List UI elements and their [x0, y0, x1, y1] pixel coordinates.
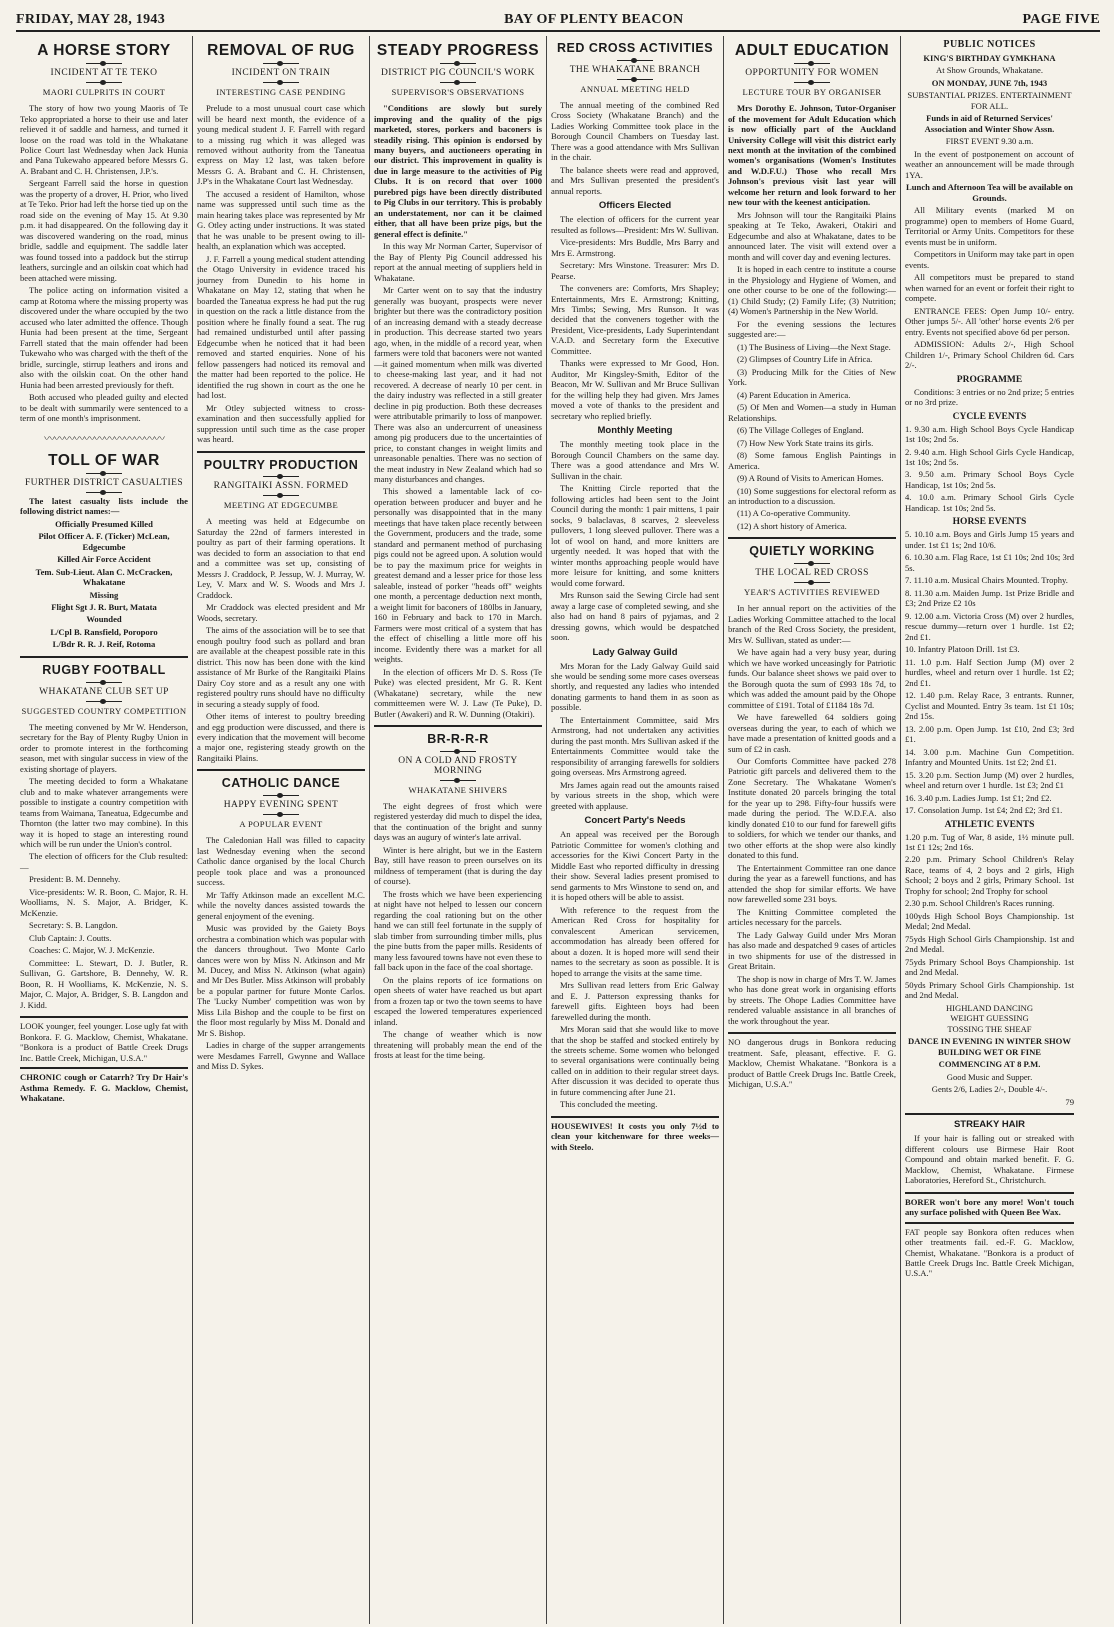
casualty-line: L/Cpl B. Ransfield, Poroporo — [50, 626, 158, 637]
paragraph: Secretary: S. B. Langdon. — [29, 920, 118, 931]
section-heading: Lady Galway Guild — [592, 646, 678, 658]
paragraph: Vice-presidents: Mrs Buddle, Mrs Barry and Mrs E. Armstrong. — [551, 237, 719, 258]
article-brr — [374, 733, 542, 1060]
paragraph: It is hoped in each centre to institute a course in the Physiology and Hygiene of Women, and one other course to be one of the following:— (1) Child Study; (2) Family Life; (3) Nutrition; (4) Women's Partnership in the New World. — [728, 264, 896, 317]
ornament — [263, 476, 299, 477]
event-title: KING'S BIRTHDAY GYMKHANA — [923, 53, 1056, 63]
ornament — [263, 814, 299, 815]
ad-text: If your hair is falling out or streaked with different colours use Birmese Hair Root Compound and obtain marked benefit. F. G. Macklow, Chemist, Whakatane. Firmese Laboratories, Hereford St., Christchurch. — [905, 1133, 1074, 1186]
ornament — [794, 82, 830, 83]
ornament — [86, 82, 122, 83]
paragraph: Mrs Moran for the Lady Galway Guild said she would be sending some more cases overseas shortly, and requested any ladies who intended donating garments to hand them in as soon as possible. — [551, 660, 719, 713]
ad-text: HOUSEWIVES! It costs you only 7½d to clean your kitchenware for three weeks—with Steelo. — [551, 1120, 719, 1152]
paragraph: Winter is here alright, but we in the Eastern Bay, still have reason to preen ourselves on its mildness of temperament (that is during the day of course). — [374, 844, 542, 887]
paragraph: This showed a lamentable lack of co-operation between producer and buyer and he personally was disappointed that in the many meetings that have taken place recently between the Government, producers and the trade, some standard and permanent method of purchasing pigs could not be agreed upon. A solution would be to pay the maximum price for weights in greatest demand and a lesser price for those less saleable, instead of porker "heads off" weights one month, a percentage deduction next month, a weight limit for baconers of 180lbs in January, 160 in February and back to 170 in March. Farmers were most critical of a system that has the effect of chiselling a little more off his income. Evidently there was a market for all weights. — [374, 486, 542, 665]
article-removal-of-rug — [197, 42, 365, 445]
column-4 — [547, 36, 724, 1624]
paragraph: The Lady Galway Guild under Mrs Moran has also made and despatched 9 cases of articles in two shipments for use of the distressed in Great Britain. — [728, 929, 896, 972]
lunch-notice: Lunch and Afternoon Tea will be available on Grounds. — [906, 182, 1073, 203]
event-funds: Funds in aid of Returned Services' Association and Winter Show Assn. — [924, 113, 1055, 134]
subheading: MEETING AT EDGECUMBE — [223, 500, 339, 511]
lecture-item: (9) A Round of Visits to American Homes. — [737, 473, 884, 484]
paragraph: Our Comforts Committee have packed 278 Patriotic gift parcels and delivered them to the Zone Secretary. The Whakatane Women's Institute donated 20 parcels bringing the total for the year up to 298. Fifty-four hussifs were made during the period. The W.D.F.A. also kindly donated £10 to our fund for farewell gifts to soldiers, for which we tender our thanks, and two other efforts at the shop were also kindly donated to this fund. — [728, 755, 896, 861]
ad-no-dangerous-drugs — [728, 1032, 896, 1089]
paragraph: Mr Otley subjected witness to cross-examination and then successfully applied for suppression until such time as the case proper was heard. — [197, 402, 365, 445]
paragraph: The change of weather which is now threatening will probably mean the end of the frosts at least for the time being. — [374, 1029, 542, 1061]
subheading: HAPPY EVENING SPENT — [223, 800, 339, 811]
subheading: SUGGESTED COUNTRY COMPETITION — [21, 705, 187, 716]
paragraph: Ladies in charge of the supper arrangements were Mesdames Farrell, Gwynne and Wallace and Miss D. Sykes. — [197, 1040, 365, 1072]
ornament — [263, 495, 299, 496]
headline: RUGBY FOOTBALL — [42, 662, 166, 677]
subheading: DISTRICT PIG COUNCIL'S WORK — [381, 68, 535, 79]
evening-dance: DANCE IN EVENING IN WINTER SHOW BUILDING WET OR FINE — [908, 1036, 1071, 1057]
paragraph: In her annual report on the activities of the Ladies Working Committee attached to the local branch of the Red Cross Society, the president, Mrs W. Sullivan, stated as under:— — [728, 603, 896, 645]
ornament — [86, 473, 122, 474]
ad-borer — [905, 1192, 1074, 1218]
paragraph: We have farewelled 64 soldiers going overseas during the year, to each of which we have made a presentation of knitted goods and a sum of £2 in cash. — [728, 712, 896, 754]
subheading: RANGITAIKI ASSN. FORMED — [213, 481, 349, 492]
headline: REMOVAL OF RUG — [207, 42, 355, 59]
notice-ref: 79 — [1065, 1096, 1074, 1107]
horse-event: 6. 10.30 a.m. Flag Race, 1st £1 10s; 2nd 10s; 3rd 5s. — [905, 552, 1074, 573]
paragraph: The Entertainment Committee ran one dance during the year as a farewell functions, and has attended the shop for similar efforts. We have now farewelled some 231 boys. — [728, 862, 896, 905]
event-prizes: SUBSTANTIAL PRIZES. ENTERTAINMENT FOR ALL. — [907, 90, 1072, 111]
casualty-line: Tem. Sub-Lieut. Alan C. McCracken, Whakatane — [35, 566, 173, 588]
paragraph: This concluded the meeting. — [560, 1099, 658, 1110]
paragraph: The latest casualty lists include the following district names:— — [20, 495, 188, 517]
ornament — [86, 492, 122, 493]
athletic-event: 75yds High School Girls Championship. 1st and 2nd Medal. — [905, 933, 1074, 955]
paragraph: Mrs James again read out the amounts raised by various streets in the shop, which were greeted with applause. — [551, 779, 719, 811]
article-horse-story — [20, 42, 188, 424]
ornament — [440, 751, 476, 752]
headline: STEADY PROGRESS — [376, 42, 540, 59]
headline: RED CROSS ACTIVITIES — [556, 41, 714, 55]
casualty-line: Wounded — [86, 614, 122, 625]
paragraph: Vice-presidents: W. R. Boon, C. Major, R. H. Woolliams, N. S. Major, A. Bridger, K. McKenzie. — [20, 886, 188, 918]
ad-text: NO dangerous drugs in Bonkora reducing treatment. Safe, pleasant, effective. F. G. Macklow, Chemist Whakatane. "Bonkora is a product of Battle Creek Drugs Inc. Battle Creek, Michigan, U.S.A." — [728, 1037, 896, 1090]
casualty-line: Missing — [89, 589, 119, 600]
headline: A HORSE STORY — [37, 42, 171, 59]
masthead — [16, 6, 1100, 32]
horse-event: 14. 3.00 p.m. Machine Gun Competition. Infantry and Mounted Units. 1st £2; 2nd £1. — [905, 746, 1074, 768]
horse-events-heading: HORSE EVENTS — [952, 517, 1027, 528]
paragraph: The election of officers for the Club resulted:— — [20, 851, 188, 872]
subheading: INTERESTING CASE PENDING — [216, 87, 346, 98]
paragraph: Committee: L. Stewart, D. J. Butler, R. Sullivan, G. Gartshore, B. Dennehy, W. R. Boon, R. H Woolliams, K. McKenzie, N. S. Major, C. Major, A. Bridger, S. B. Langdon and J. Kidd. — [20, 957, 188, 1010]
lecture-item: (8) Some famous English Paintings in America. — [728, 450, 896, 471]
lecture-item: (12) A short history of America. — [737, 520, 847, 531]
horse-event: 17. Consolation Jump. 1st £4; 2nd £2; 3rd £1. — [905, 805, 1063, 816]
ornament — [440, 82, 476, 83]
paragraph: Mrs Runson said the Sewing Circle had sent away a large case of completed sewing, and she also had on hand 8 pairs of pyjamas, and 2 dressing gowns, which would be despatched soon. — [551, 590, 719, 643]
paragraph: A meeting was held at Edgecumbe on Saturday the 22nd of farmers interested in poultry as part of their farming operations. It was decided to form an association to that end and a committee was set up, consisting of Messrs J. Craddock, P. Jessup, W. J. Murray, W. Ley, V. Marx and W. S. Woods and Mrs J. Craddock. — [197, 516, 365, 600]
paragraph: Secretary: Mrs Winstone. Treasurer: Mrs D. Pearse. — [551, 260, 719, 281]
paragraph: Prelude to a most unusual court case which will be heard next month, the evidence of a young medical student J. F. Farrell with regard to a missing rug which it was alleged was removed without authority from the Taneatua express on May 12 last, was taken before Messrs G. A. Brabant and C. H. Christensen, J.P's in the Whakatane Court last Wednesday. — [197, 103, 365, 187]
section-heading: Concert Party's Needs — [584, 815, 686, 827]
headline: BR-R-R-R — [427, 732, 489, 747]
paragraph: Music was provided by the Gaiety Boys orchestra a combination which was popular with the dancers throughout. Two Monte Carlo dances were won by Miss N. Atkinson and Mr M. Ducey, and Miss N. Atkinson (what again) and Mr Des Butler. Miss Atkinson will probably be a popular partner for future Monte Carlos. The 'Lucky Number' competition was won by Miss Lila Bishop and the couple to be first on the floor most regularly by Miss M. Donald and Mr S. Bishop. — [197, 923, 365, 1038]
programme-heading: PROGRAMME — [956, 374, 1023, 385]
paragraph: The accused a resident of Hamilton, whose name was suppressed until such time as the main hearing takes place was represented by Mr G. Otley acting under instructions. It was stated that he was unable to be present owing to ill-health, an explanation which was accepted. — [197, 188, 365, 252]
headline: TOLL OF WAR — [48, 451, 160, 469]
athletic-event: 2.30 p.m. School Children's Races running. — [905, 898, 1055, 909]
paragraph: The Caledonian Hall was filled to capacity last Wednesday evening when the second Catholic dance organised by the local Church people took place and was a pronounced success. — [197, 835, 365, 888]
lecture-item: (4) Parent Education in America. — [737, 389, 851, 400]
horse-event: 9. 12.00 a.m. Victoria Cross (M) over 2 hurdles, rescue dummy—return over 1 hurdle. 1st £2; 2nd £1. — [905, 610, 1074, 642]
lecture-item: (6) The Village Colleges of England. — [737, 425, 864, 436]
cycle-event: 3. 9.50 a.m. Primary School Boys Cycle Handicap, 1st 10s; 2nd 5s. — [905, 469, 1074, 490]
ornament — [440, 63, 476, 64]
paragraph: Both accused who pleaded guilty and elected to be dealt with summarily were sentenced to a term of one month's imprisonment. — [20, 392, 188, 424]
lecture-item: (10) Some suggestions for electoral reform as an introduction to a discussion. — [728, 485, 896, 506]
article-rugby-football — [20, 664, 188, 1010]
subheading: OPPORTUNITY FOR WOMEN — [745, 68, 879, 79]
divider — [197, 451, 365, 453]
subheading: THE LOCAL RED CROSS — [755, 568, 869, 579]
paragraph: The annual meeting of the combined Red Cross Society (Whakatane Branch) and the Ladies Working Committee took place in the Borough Council Chambers on Tuesday last. There was a good attendance with Mrs Sullivan in the chair. — [551, 99, 719, 163]
dance-time: COMMENCING AT 8 P.M. — [938, 1059, 1041, 1070]
headline: POULTRY PRODUCTION — [203, 457, 359, 472]
paragraph: The aims of the association will be to see that enough poultry food such as pollard and bran are available at the cheapest possible rate in this district. This now has been done with the kind assistance of Mr Burke of the Rangitaiki Plains Dairy Coy store and as a result any one with registered poultry runs should have no difficulty in securing a steady supply of food. — [197, 625, 365, 709]
athletic-event: 100yds High School Boys Championship. 1st Medal; 2nd Medal. — [905, 910, 1074, 932]
wavy-divider: 〰〰〰〰〰〰〰〰〰〰〰〰 — [44, 432, 164, 445]
paragraph: Mr Craddock was elected president and Mr Woods, secretary. — [197, 602, 365, 623]
highland-dancing: HIGHLAND DANCING WEIGHT GUESSING TOSSING THE SHEAF — [945, 1002, 1034, 1034]
paragraph: The eight degrees of frost which were registered yesterday did much to dispel the idea, that the continuation of the bright and sunny days was an augury of winter's late arrival. — [374, 800, 542, 843]
column-2 — [193, 36, 370, 1624]
horse-event: 5. 10.10 a.m. Boys and Girls Jump 15 years and under. 1st £1 1s; 2nd 10/6. — [905, 529, 1074, 550]
subheading: WHAKATANE CLUB SET UP — [39, 686, 169, 697]
column-6 — [901, 36, 1078, 1624]
paragraph: Club Captain: J. Coutts. — [29, 932, 112, 943]
ornament — [86, 701, 122, 702]
ornament — [440, 780, 476, 781]
subheading: SUPERVISOR'S OBSERVATIONS — [391, 87, 525, 98]
lead-paragraph: "Conditions are slowly but surely improving and the quality of the pigs marketed, stores, porkers and baconers is steadily rising. This opinion is endorsed by many buyers, and auctioneers operating in our district. This improvement in quality is due in large measure to the activities of Pig Clubs. It is on record that over 1000 purebred pigs have been directly distributed to Pig Clubs in our territory. This is probably an understatement, nor can it be claimed either, that all have been prize pigs, but the general effect is definite." — [374, 103, 542, 239]
horse-event: 11. 1.0 p.m. Half Section Jump (M) over 2 hurdles, wheel and return over 1 hurdle. 1st £2; 2nd £1. — [905, 656, 1074, 688]
military-note: All Military events (marked M on programme) open to members of Home Guard, Territorial or Army Units. Competitors for these events must be in uniform. — [905, 205, 1074, 247]
horse-event: 15. 3.20 p.m. Section Jump (M) over 2 hurdles, wheel and return over 1 hurdle. 1st £3; 2nd £1 — [905, 769, 1074, 791]
horse-event: 8. 11.30 a.m. Maiden Jump. 1st Prize Bridle and £3; 2nd Prize £2 10s — [905, 587, 1074, 609]
subheading: MAORI CULPRITS IN COURT — [42, 87, 166, 98]
headline: CATHOLIC DANCE — [221, 776, 341, 791]
paragraph: Sergeant Farrell said the horse in question was the property of a drover, H. Prior, who lived at Te Teko. Prior had left the horse tied up on the road side on the evening of May 15. At 9.30 p.m. it had disappeared. On the following day it was discovered wandering on the road, minus bridle, saddle and equipment. The saddle later was found tossed into a paddock but the stirrup leathers, surcingle and an oilskin coat which had been attached were missing. — [20, 178, 188, 283]
divider — [905, 1113, 1074, 1115]
casualty-line: Officially Presumed Killed — [55, 518, 153, 529]
paragraph: The meeting convened by Mr W. Henderson, secretary for the Bay of Plenty Rugby Union in order to promote interest in the forthcoming season, met with singular success in view of the existing shortage of players. — [20, 721, 188, 774]
divider — [374, 725, 542, 727]
paragraph: The shop is now in charge of Mrs T. W. James who has done great work in organising efforts by streets. The Ohope Ladies Committee have rendered valuable assistance in all branches of the work throughout the year. — [728, 973, 896, 1026]
page-number: PAGE FIVE — [1022, 12, 1100, 27]
paragraph: Mrs Johnson will tour the Rangitaiki Plains speaking at Te Teko, Awakeri, Otakiri and Edgecumbe and also at Whakatane, dates to be announced later. The visit will extend over a month and will cover day and evening lectures. — [728, 209, 896, 262]
ad-housewives — [551, 1116, 719, 1152]
athletic-event: 50yds Primary School Girls Championship. 1st and 2nd Medal. — [905, 979, 1074, 1001]
military-note: Competitors in Uniform may take part in open events. — [905, 249, 1074, 270]
subheading: INCIDENT AT TE TEKO — [50, 68, 158, 79]
lecture-item: (2) Glimpses of Country Life in Africa. — [737, 354, 873, 365]
paragraph: The election of officers for the current year resulted as follows—President: Mrs W. Sullivan. — [551, 214, 719, 235]
athletic-events-heading: ATHLETIC EVENTS — [944, 819, 1035, 830]
athletic-event: 1.20 p.m. Tug of War, 8 aside, 1½ minute pull. 1st £1 12s; 2nd 16s. — [905, 831, 1074, 852]
subheading: ON A COLD AND FROSTY MORNING — [398, 755, 518, 776]
casualty-line: Killed Air Force Accident — [57, 554, 151, 565]
ad-text: CHRONIC cough or Catarrh? Try Dr Hair's Asthma Remedy. F. G. Macklow, Chemist, Whakatane. — [20, 1072, 188, 1104]
paragraph: In this way Mr Norman Carter, Supervisor of the Bay of Plenty Pig Council addressed his report at the annual meeting of suppliers held in Whakatane. — [374, 241, 542, 283]
horse-event: 10. Infantry Platoon Drill. 1st £3. — [905, 644, 1020, 655]
article-toll-of-war — [20, 452, 188, 650]
subheading: A POPULAR EVENT — [239, 819, 323, 830]
event-venue: At Show Grounds, Whakatane. — [935, 65, 1043, 76]
subheading: THE WHAKATANE BRANCH — [569, 64, 701, 75]
horse-event: 16. 3.40 p.m. Ladies Jump. 1st £1; 2nd £2. — [905, 792, 1052, 803]
section-heading: Officers Elected — [598, 200, 672, 212]
ad-heading: STREAKY HAIR — [953, 1119, 1026, 1131]
military-note: ENTRANCE FEES: Open Jump 10/- entry. Other jumps 5/-. All 'other' horse events 2/6 per entry. Events not specified above 6d per person. — [905, 305, 1074, 337]
subheading: WHAKATANE SHIVERS — [408, 784, 508, 795]
columns — [16, 36, 1100, 1624]
casualty-line: L/Bdr R. R. J. Reif, Rotoma — [52, 639, 156, 650]
paragraph: The Knitting Committee completed the articles necessary for the parcels. — [728, 906, 896, 928]
ornament — [794, 63, 830, 64]
ornament — [794, 582, 830, 583]
ornament — [263, 63, 299, 64]
paragraph: In the election of officers Mr D. S. Ross (Te Puke) was elected president, Mr G. R. Kent (Whakatane) secretary, while the new committeemen were W. J. Law (Te Puke), D. Butler (Awakeri) and R. W. Dunning (Otakiri). — [374, 666, 542, 719]
divider — [728, 537, 896, 539]
military-note: All competitors must be prepared to stand when warned for an event or forfeit their right to compete. — [905, 272, 1074, 304]
public-notices — [905, 39, 1074, 1107]
casualty-line: Flight Sgt J. R. Burt, Matata — [51, 601, 157, 612]
ad-text: FAT people say Bonkora often reduces when other treatments fail. ed.-F. G. Macklow, Chemist, Whakatane. "Bonkora is a product of Battle Creek Drugs Inc. Battle Creek Michigan, U.S.A." — [905, 1226, 1074, 1279]
article-steady-progress — [374, 42, 542, 719]
paragraph: The police acting on information visited a camp at Rotoma where the missing property was discovered under the whare occupied by the two accused who later admitted the offence. Though Hunia had been present at the time, Sergeant Farrell stated that the main offender had been Tukewaho who was charged with the theft of the bridle, surcingle, stirrup leathers and irons and also with the oilskin coat. On the other hand Hunia had been arrested previously for theft. — [20, 285, 188, 390]
paragraph: The meeting decided to form a Whakatane club and to make whatever arrangements were possible to instigate a country competition with teams from Waimana, Taneatua, Edgecumbe and Thornton (the latter two may combine). In this way it is hoped to stage an interesting round which will be run under the Union's control. — [20, 776, 188, 849]
lecture-item: (3) Producing Milk for the Cities of New York. — [728, 366, 896, 388]
cycle-event: 2. 9.40 a.m. High School Girls Cycle Handicap, 1st 10s; 2nd 5s. — [905, 446, 1074, 467]
ad-chronic-cough — [20, 1067, 188, 1103]
subheading: ANNUAL MEETING HELD — [580, 83, 690, 94]
athletic-event: 75yds Primary School Boys Championship. 1st and 2nd Medal. — [905, 956, 1074, 978]
first-event: FIRST EVENT 9.30 a.m. — [945, 136, 1034, 147]
issue-date: FRIDAY, MAY 28, 1943 — [16, 12, 166, 27]
horse-event: 7. 11.10 a.m. Musical Chairs Mounted. Trophy. — [905, 575, 1068, 586]
horse-event: 13. 2.00 p.m. Open Jump. 1st £10, 2nd £3; 3rd £1. — [905, 723, 1074, 745]
dance-fees: Gents 2/6, Ladies 2/-, Double 4/-. — [931, 1084, 1048, 1095]
paragraph: On the plains reports of ice formations on open sheets of water have reached us but apart from a frozen tap or two the town seems to have escaped the lowered temperatures experienced inland. — [374, 974, 542, 1027]
ad-streaky-hair — [905, 1119, 1074, 1185]
paragraph: The story of how two young Maoris of Te Teko appropriated a horse to their use and later relieved it of saddle and harness, and turned it loose on the road was told in the Whakatane Police Court last Wednesday when Jack Hunia and Pana Tukewaho appeared before Messrs G. A. Brabant and C. H. Christensen, J.P.'s. — [20, 103, 188, 176]
paragraph: For the evening sessions the lectures suggested are:— — [728, 318, 896, 340]
paragraph: The conveners are: Comforts, Mrs Shapley; Entertainments, Mrs E. Armstrong; Knitting, Mrs Timbs; Sewing, Mrs Runson. It was decided that the conveners together with the President, Vice-presidents, Lady Superintendant V.A.D. and Secretary form the Executive Committee. — [551, 283, 719, 356]
paragraph: We have again had a very busy year, during which we have worked unceasingly for Patriotic funds. Our balance sheet shows we paid over to the Borough quota the sum of £993 18s 7d, to which was added the amount paid by the Ohope committee of £191. Total of £1184 18s 7d. — [728, 647, 896, 710]
column-5 — [724, 36, 901, 1624]
lead-paragraph: Mrs Dorothy E. Johnson, Tutor-Organiser of the movement for Adult Education which is now officially part of the Auckland University College will visit this district early next month at the invitation of the combined women's organisations (Women's Institutes and W.D.F.U.) Those who recall Mrs Johnson's previous visit last year will welcome her return and look forward to her new tour with the keenest anticipation. — [728, 103, 896, 208]
ornament — [794, 563, 830, 564]
paragraph: Other items of interest to poultry breeding and egg production were discussed, and there is every indication that the movement will become a major one, registering steady growth on the Rangitaiki Plains. — [197, 711, 365, 763]
cycle-events-heading: CYCLE EVENTS — [952, 411, 1027, 422]
ornament — [617, 79, 653, 80]
lecture-item: (1) The Business of Living—the Next Stage. — [737, 341, 891, 352]
military-note: ADMISSION: Adults 2/-, High School Children 1/-, Primary School Children 6d. Cars 2/-. — [905, 339, 1074, 371]
casualty-line: Pilot Officer A. F. (Ticker) McLean, Edgecumbe — [38, 531, 170, 552]
ad-look-younger — [20, 1016, 188, 1063]
paragraph: The monthly meeting took place in the Borough Council Chambers on the same day. There was a good attendance and Mrs W. Sullivan in the chair. — [551, 439, 719, 481]
lecture-item: (7) How New York State trains its girls. — [737, 437, 874, 448]
postponement-notice: In the event of postponement on account of weather an announcement will be made through 1YA. — [905, 148, 1074, 180]
horse-event: 12. 1.40 p.m. Relay Race, 3 entrants. Runner, Cyclist and Mounted. Entry 3s team. 1st £1 10s; 2nd 15s. — [905, 690, 1074, 722]
paragraph: Thanks were expressed to Mr Good, Hon. Auditor, Mr Kingsley-Smith, Editor of the Beacon, Mr W. Sullivan and Mr Bruce Sullivan for the willing help they had given. Mrs James moved a vote of thanks to the president and secretary who replied briefly. — [551, 358, 719, 421]
ornament — [617, 60, 653, 61]
ornament — [86, 63, 122, 64]
notices-title: PUBLIC NOTICES — [943, 39, 1036, 50]
ad-text: BORER won't bore any more! Won't touch any surface polished with Queen Bee Wax. — [905, 1196, 1074, 1218]
article-red-cross-activities — [551, 42, 719, 1110]
subheading: LECTURE TOUR BY ORGANISER — [742, 87, 882, 98]
column-1 — [16, 36, 193, 1624]
paragraph: The frosts which we have been experiencing at night have not helped to lessen our concern regarding the coal rationing but on the other hand we can still feel fortunate in the supply of slab timber from surrounding timber mills, plus the pine butts from the paper mills. Residents of many less favoured towns have not even these to fall back upon in the face of the coal shortage. — [374, 888, 543, 973]
paragraph: Mrs Moran said that she would like to move that the shop be staffed and stocked entirely by the streets scheme. Some women who belonged to several organisations were continually being called on in addition to their regular street days. After discussion it was decided to operate thus in future commencing after June 21. — [551, 1024, 719, 1097]
event-date: ON MONDAY, JUNE 7th, 1943 — [931, 77, 1048, 88]
headline: QUIETLY WORKING — [749, 544, 875, 559]
ad-text: LOOK younger, feel younger. Lose ugly fat with Bonkora. F. G. Macklow, Chemist, Whakatane. "Bonkora is a product of Battle Creek Drugs Inc. Battle Creek, Michigan, U.S.A." — [20, 1021, 188, 1063]
paragraph: J. F. Farrell a young medical student attending the Otago University in evidence traced his journey from Dunedin to his home in Whakatane on May 12, stating that when he boarded the Taneatua express he had put the rug in question on the rack a little distance from the position where he finally found a seat. The rug had remained undisturbed until after passing Edgecumbe when he noticed that it had been removed and started enquiries. None of his fellow passengers had noticed its removal and the matter had been reported to the police. He identified the rug shown in court as the one he had lost. — [197, 253, 365, 401]
subheading: FURTHER DISTRICT CASUALTIES — [24, 477, 184, 488]
divider — [197, 769, 365, 771]
subheading: INCIDENT ON TRAIN — [231, 68, 331, 79]
article-catholic-dance — [197, 777, 365, 1071]
dance-supper: Good Music and Supper. — [946, 1071, 1033, 1082]
article-quietly-working — [728, 545, 896, 1026]
ad-fat-people — [905, 1222, 1074, 1279]
athletic-event: 2.20 p.m. Primary School Children's Relay Race, teams of 4, 2 boys and 2 girls, High School; 2 boys and 2 girls, Primary School. 1st Trophy for school; 2nd Trophy for school — [905, 854, 1074, 896]
subheading: YEAR'S ACTIVITIES REVIEWED — [743, 587, 881, 598]
paragraph: Mr Taffy Atkinson made an excellent M.C. while the novelty dances assisted towards the general enjoyment of the evening. — [197, 889, 365, 921]
headline: ADULT EDUCATION — [734, 42, 890, 59]
section-heading: Monthly Meeting — [597, 425, 673, 437]
paragraph: Mr Carter went on to say that the industry generally was buoyant, prospects were never brighter but there was the contradictory position of an increasing demand with a steady decrease in production. This decrease started two years ago, when, in the middle of a record year, when farmers were told that baconers were not wanted—it gained momentum when milk was diverted to cheese-making last year, and it had not recovered. A decrease of nearly 10 per cent. in the dairy industry was reflected in a still greater decline in pig production. Both these decreases were attributable primarily to loss of manpower. There was also an undercurrent of uneasiness among pig producers due to the uncertainties of price, to constant changes in weight limits and unreasonable penalties. There was no section of the meat industry in New Zealand which had so many disturbances and changes. — [374, 285, 542, 484]
newspaper-name: BAY OF PLENTY BEACON — [504, 12, 684, 27]
paragraph: The Knitting Circle reported that the following articles had been sent to the Joint Council during the month: 1 pair mittens, 1 pair socks, 9 balaclavas, 8 scarves, 2 sleeveless pullovers, 1 long sleeved pullover. There was a lot of wool on hand, and more knitters are urgently needed. It was hoped that with the winter months approaching people would have more leisure for knitting, and some knitters would come forward. — [551, 483, 719, 588]
paragraph: President: B. M. Dennehy. — [29, 874, 121, 885]
paragraph: Coaches: C. Major, W. J. McKenzie. — [29, 945, 155, 956]
lecture-item: (5) Of Men and Women—a study in Human Relationships. — [728, 402, 896, 423]
ornament — [86, 682, 122, 683]
cycle-event: 1. 9.30 a.m. High School Boys Cycle Handicap 1st 10s; 2nd 5s. — [905, 423, 1074, 445]
cycle-event: 4. 10.0 a.m. Primary School Girls Cycle Handicap. 1st 10s; 2nd 5s. — [905, 492, 1074, 513]
lecture-item: (11) A Co-operative Community. — [737, 508, 851, 519]
article-adult-education — [728, 42, 896, 531]
ornament — [263, 82, 299, 83]
paragraph: Mrs Sullivan read letters from Eric Galway and E. J. Patterson expressing thanks for farewell gifts. Eighteen boys had been farewelled during the month. — [551, 980, 719, 1022]
paragraph: The Entertainment Committee, said Mrs Armstrong, had not undertaken any activities during the past month. Mrs Sullivan asked if the Entertainments Committee would take the responsibility of arranging farewells for soldiers going overseas. Mrs Armstrong agreed. — [551, 714, 719, 778]
programme-conditions: Conditions: 3 entries or no 2nd prize; 5 entries or no 3rd prize. — [905, 386, 1074, 408]
paragraph: The balance sheets were read and approved, and Mrs Sullivan presented the president's annual reports. — [551, 164, 719, 196]
article-poultry-production — [197, 459, 365, 764]
paragraph: An appeal was received per the Borough Patriotic Committee for women's clothing and accessories for the Kiwi Concert Party in the Middle East who reported difficulty in dressing their show. Several ladies present promised to send garments to Mrs Winstone to send on, and it is hoped others will be able to assist. — [551, 829, 719, 903]
column-3 — [370, 36, 547, 1624]
paragraph: With reference to the request from the American Red Cross for hospitality for convalescent American servicemen, accommodation has already been offered for about a dozen. It is hoped more will send their names to the secretary as soon as possible. It is hoped to arrange the visits at the same time. — [551, 904, 719, 978]
divider — [20, 656, 188, 658]
ornament — [263, 795, 299, 796]
